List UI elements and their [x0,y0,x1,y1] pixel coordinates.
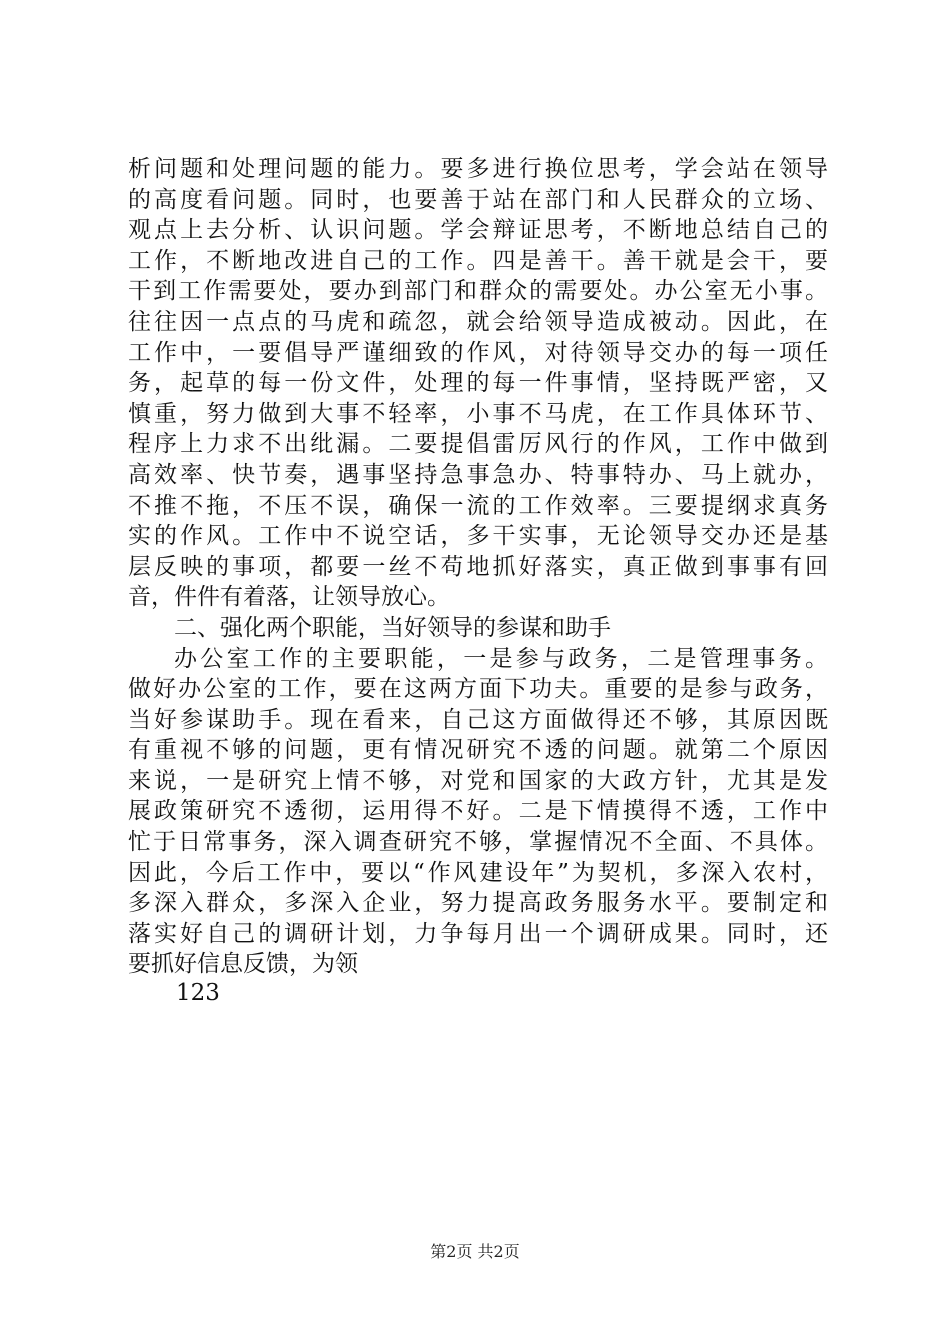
text-line: 要抓好信息反馈，为领 [128,951,358,978]
text-line: 高效率、快节奏，遇事坚持急事急办、特事特办、马上就办， [128,461,828,488]
page-number: 123 [176,980,220,1006]
text-line: 多深入群众，多深入企业，努力提高政务服务水平。要制定和 [128,890,828,917]
text-line: 忙于日常事务，深入调查研究不够，掌握情况不全面、不具体。 [128,829,828,856]
text-line: 干到工作需要处，要办到部门和群众的需要处。办公室无小事。 [128,278,828,305]
text-line: 慎重，努力做到大事不轻率，小事不马虎，在工作具体环节、 [128,400,828,427]
text-line: 因此，今后工作中，要以“作风建设年”为契机，多深入农村， [128,859,828,886]
text-line: 层反映的事项，都要一丝不苟地抓好落实，真正做到事事有回 [128,553,828,580]
text-line: 实的作风。工作中不说空话，多干实事，无论领导交办还是基 [128,523,828,550]
text-line: 做好办公室的工作，要在这两方面下功夫。重要的是参与政务， [128,676,828,703]
text-line: 不推不拖，不压不误，确保一流的工作效率。三要提纲求真务 [128,492,828,519]
text-line: 展政策研究不透彻，运用得不好。二是下情摸得不透，工作中 [128,798,828,825]
text-line: 务，起草的每一份文件，处理的每一件事情，坚持既严密，又 [128,370,828,397]
body-text [128,154,828,980]
text-line: 工作中，一要倡导严谨细致的作风，对待领导交办的每一项任 [128,339,828,366]
text-line: 来说，一是研究上情不够，对党和国家的大政方针，尤其是发 [128,767,828,794]
text-line: 工作，不断地改进自己的工作。四是善干。善干就是会干，要 [128,247,828,274]
text-line: 办公室工作的主要职能，一是参与政务，二是管理事务。 [174,645,828,672]
text-line: 音，件件有着落，让领导放心。 [128,584,450,611]
text-line: 析问题和处理问题的能力。要多进行换位思考，学会站在领导 [128,156,828,182]
text-line: 往往因一点点的马虎和疏忽，就会给领导造成被动。因此，在 [128,308,828,335]
section-heading: 二、强化两个职能，当好领导的参谋和助手 [174,614,611,641]
text-line: 观点上去分析、认识问题。学会辩证思考，不断地总结自己的 [128,217,828,244]
text-line: 的高度看问题。同时，也要善于站在部门和人民群众的立场、 [128,186,828,213]
text-line: 落实好自己的调研计划，力争每月出一个调研成果。同时，还 [128,920,828,947]
page-footer: 第2页 共2页 [430,1242,520,1261]
text-line: 有重视不够的问题，更有情况研究不透的问题。就第二个原因 [128,737,828,764]
text-line: 程序上力求不出纰漏。二要提倡雷厉风行的作风，工作中做到 [128,431,828,458]
text-line: 当好参谋助手。现在看来，自己这方面做得还不够，其原因既 [128,706,828,733]
